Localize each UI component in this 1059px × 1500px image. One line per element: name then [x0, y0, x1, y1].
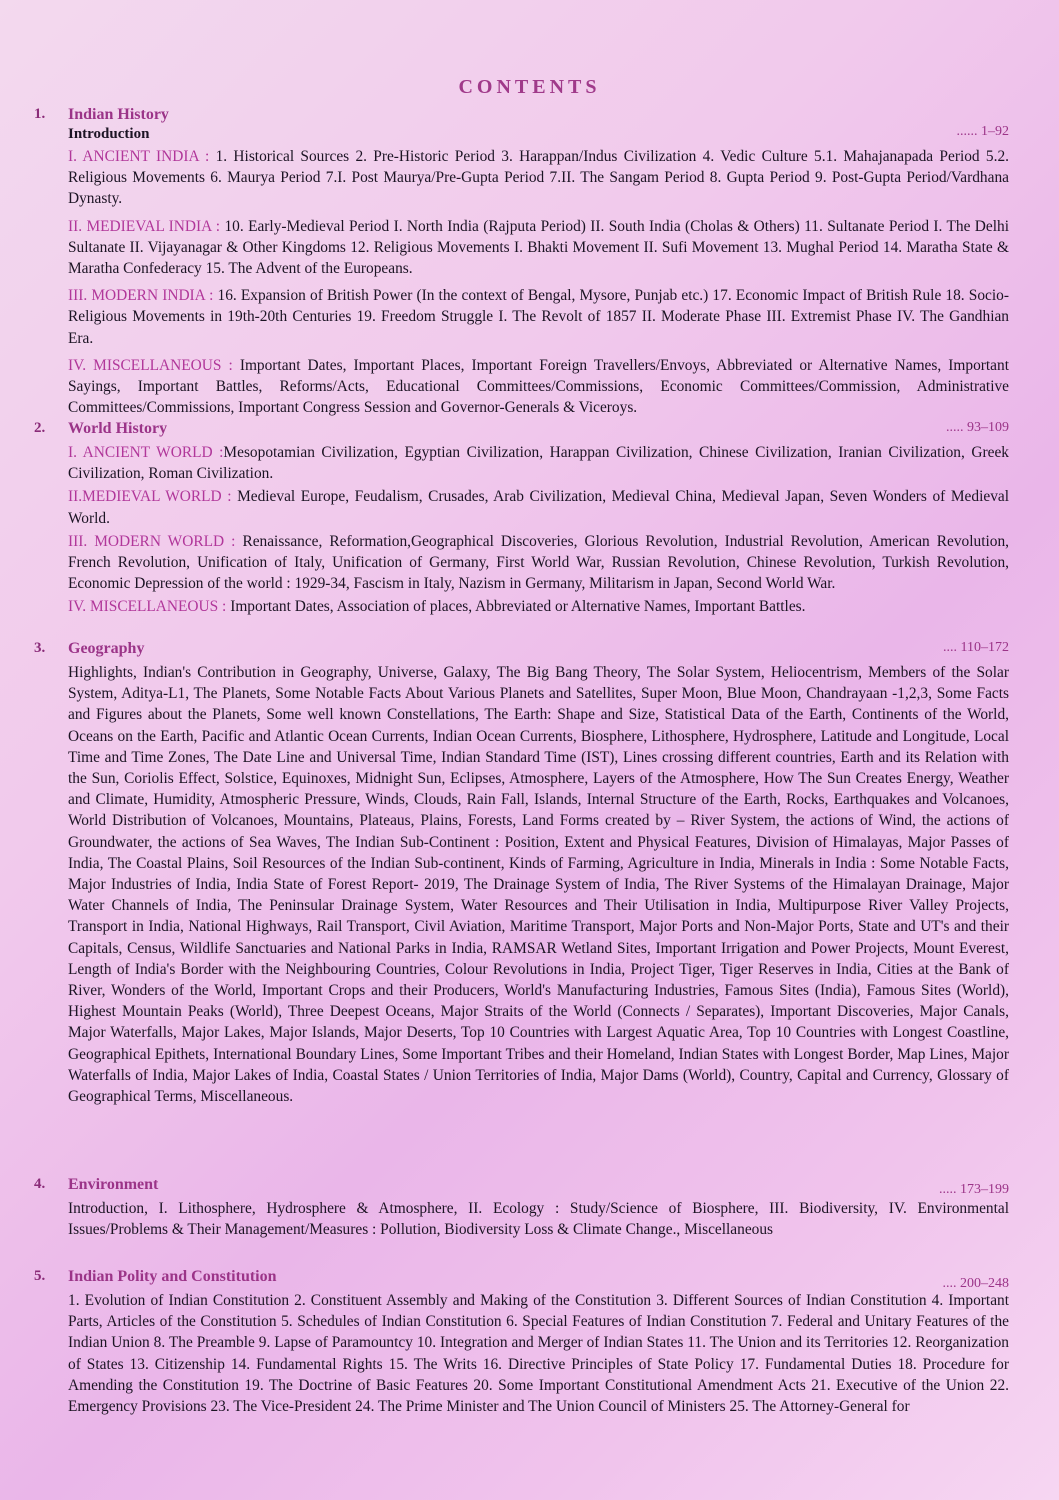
subsection-ancient-world: I. ANCIENT WORLD :Mesopotamian Civilization, Egyptian Civilization, Harappan Civilization, Chinese Civilization, Iranian Civilization, Greek Civilization, Roman Civilization.: [68, 444, 1009, 483]
section-header: [34, 1176, 1009, 1196]
page-title: CONTENTS: [458, 76, 601, 98]
section-header: [34, 420, 1009, 440]
section-indian-history: [34, 106, 1009, 418]
section-number: 2.: [34, 420, 46, 436]
section-body: 1. Evolution of Indian Constitution 2. Constituent Assembly and Making of the Constitution 3. Different Sources of Indian Constitution 4. Important Parts, Articles of the Constitution 5. Schedules of Indian Constitution 6. Special Features of Indian Constitution 7. Federal and Unitary Features of the Indian Union 8. The Preamble 9. Lapse of Paramountcy 10. Integration and Merger of Indian States 11. The Union and its Territories 12. Reorganization of States 13. Citizenship 14. Fundamental Rights 15. The Writs 16. Directive Principles of State Policy 17. Fundamental Duties 18. Procedure for Amending the Constitution 19. The Doctrine of Basic Features 20. Some Important Constitutional Amendment Acts 21. Executive of the Union 22. Emergency Provisions 23. The Vice-President 24. The Prime Minister and The Union Council of Ministers 25. The Attorney-General for: [68, 1292, 1009, 1416]
section-title: Environment: [68, 1176, 159, 1193]
section-number: 5.: [34, 1268, 46, 1284]
section-header: [34, 1268, 1009, 1291]
page-range: ..... 93–109: [946, 420, 1009, 435]
page-range: ...... 1–92: [956, 124, 1009, 139]
section-body: Introduction, I. Lithosphere, Hydrosphere & Atmosphere, II. Ecology : Study/Science of Biosphere, III. Biodiversity, IV. Environmental Issues/Problems & Their Management/Measures : Pollution, Biodiversity Loss & Climate Change., Miscellaneous: [68, 1200, 1009, 1239]
section-title: Indian History: [68, 106, 169, 123]
section-environment: [34, 1176, 1009, 1240]
subsection-miscellaneous: IV. MISCELLANEOUS : Important Dates, Important Places, Important Foreign Travellers/Envoys, Abbreviated or Alternative Names, Important Sayings, Important Battles, Reforms/Acts, Educational Committees/Commissions, Economic Committees/Commission, Administrative Committees/Commissions, Important Congress Session and Governor-Generals & Viceroys.: [68, 356, 1009, 417]
section-number: 4.: [34, 1176, 46, 1192]
section-body: Highlights, Indian's Contribution in Geography, Universe, Galaxy, The Big Bang Theory, The Solar System, Heliocentrism, Members of the Solar System, Aditya-L1, The Planets, Some Notable Facts About Various Planets and Satellites, Super Moon, Blue Moon, Chandrayaan -1,2,3, Some Facts and Figures about the Planets, Some well known Constellations, The Earth: Shape and Size, Statistical Data of the Earth, Continents of the World, Oceans on the Earth, Pacific and Atlantic Ocean Currents, Indian Ocean Currents, Biosphere, Lithosphere, Hydrosphere, Latitude and Longitude, Local Time and Time Zones, The Date Line and Universal Time, Indian Standard Time (IST), Lines crossing different countries, Earth and its Relation with the Sun, Coriolis Effect, Solstice, Equinoxes, Midnight Sun, Eclipses, Atmosphere, Layers of the Atmosphere, How The Sun Creates Energy, Weather and Climate, Humidity, Atmospheric Pressure, Winds, Clouds, Rain Fall, Islands, Internal Structure of the Earth, Rocks, Earthquakes and Volcanoes, World Distribution of Volcanoes, Mountains, Plateaus, Plains, Forests, Land Forms created by – River System, the actions of Wind, the actions of Groundwater, the actions of Sea Waves, The Indian Sub-Continent : Position, Extent and Physical Features, Division of Himalayas, Major Passes of India, The Coastal Plains, Soil Resources of the Indian Sub-continent, Kinds of Farming, Agriculture in India, Minerals in India : Some Notable Facts, Major Industries of India, India State of Forest Report- 2019, The Drainage System of India, The River Systems of the Himalayan Drainage, Major Water Channels of India, The Peninsular Drainage System, Water Resources and Their Utilisation in India, Multipurpose River Valley Projects, Transport in India, National Highways, Rail Transport, Civil Aviation, Maritime Transport, Major Ports and Non-Major Ports, State and UT's and their Capitals, Census, Wildlife Sanctuaries and National Parks in India, RAMSAR Wetland Sites, Important Irrigation and Power Projects, Mount Everest, Length of India's Border with the Neighbouring Countries, Colour Revolutions in India, Project Tiger, Tiger Reserves in India, Cities at the Bank of River, Wonders of the World, Important Crops and their Producers, World's Manufacturing Industries, Famous Sites (India), Famous Sites (World), Highest Mountain Peaks (World), Three Deepest Oceans, Major Straits of the World (Connects / Separates), Important Discoveries, Major Canals, Major Waterfalls, Major Lakes, Major Islands, Major Deserts, Top 10 Countries with Largest Aquatic Area, Top 10 Countries with Longest Coastline, Geographical Epithets, International Boundary Lines, Some Important Tribes and their Homeland, Indian States with Longest Border, Map Lines, Major Waterfalls of India, Major Lakes of India, Coastal States / Union Territories of India, Major Dams (World), Country, Capital and Currency, Glossary of Geographical Terms, Miscellaneous.: [68, 664, 1009, 1106]
section-number: 3.: [34, 640, 46, 656]
section-world-history: [34, 420, 1009, 618]
section-header: [34, 640, 1009, 660]
subsection-modern-india: III. MODERN INDIA : 16. Expansion of British Power (In the context of Bengal, Mysore, Punjab etc.) 17. Economic Impact of British Rule 18. Socio-Religious Movements in 19th-20th Centuries 19. Freedom Struggle I. The Revolt of 1857 II. Moderate Phase III. Extremist Phase IV. The Gandhian Era.: [68, 287, 1009, 347]
section-header: [34, 106, 1009, 126]
subsection-ancient-india: I. ANCIENT INDIA : 1. Historical Sources 2. Pre-Historic Period 3. Harappan/Indus Civilization 4. Vedic Culture 5.1. Mahajanapada Period 5.2. Religious Movements 6. Maurya Period 7.I. Post Maurya/Pre-Gupta Period 7.II. The Sangam Period 8. Gupta Period 9. Post-Gupta Period/Vardhana Dynasty.: [68, 148, 1009, 208]
subsection-miscellaneous: IV. MISCELLANEOUS : Important Dates, Association of places, Abbreviated or Alternative Names, Important Battles.: [68, 598, 806, 616]
subsection-medieval-world: II.MEDIEVAL WORLD : Medieval Europe, Feudalism, Crusades, Arab Civilization, Medieval China, Medieval Japan, Seven Wonders of Medieval World.: [68, 488, 1009, 527]
section-title: Indian Polity and Constitution: [68, 1268, 277, 1285]
section-indian-polity: [34, 1268, 1009, 1417]
page-range: .... 110–172: [943, 640, 1009, 655]
subsection-medieval-india: II. MEDIEVAL INDIA : 10. Early-Medieval Period I. North India (Rajputa Period) II. South India (Cholas & Others) 11. Sultanate Period I. The Delhi Sultanate II. Vijayanagar & Other Kingdoms 12. Religious Movements I. Bhakti Movement II. Sufi Movement 13. Mughal Period 14. Maratha State & Maratha Confederacy 15. The Advent of the Europeans.: [68, 217, 1009, 278]
page-range: .... 200–248: [942, 1276, 1009, 1291]
introduction-label: Introduction: [68, 126, 150, 142]
section-title: World History: [68, 420, 168, 437]
subsection-modern-world: III. MODERN WORLD : Renaissance, Reformation,Geographical Discoveries, Glorious Revolution, Industrial Revolution, American Revolution, French Revolution, Unification of Italy, Unification of Germany, First World War, Russian Revolution, Chinese Revolution, Turkish Revolution, Economic Depression of the world : 1929-34, Fascism in Italy, Nazism in Germany, Militarism in Japan, Second World War.: [68, 532, 1009, 593]
section-geography: [34, 640, 1009, 1107]
section-number: 1.: [34, 106, 46, 122]
section-title: Geography: [68, 640, 145, 657]
page-range: ..... 173–199: [939, 1182, 1009, 1197]
